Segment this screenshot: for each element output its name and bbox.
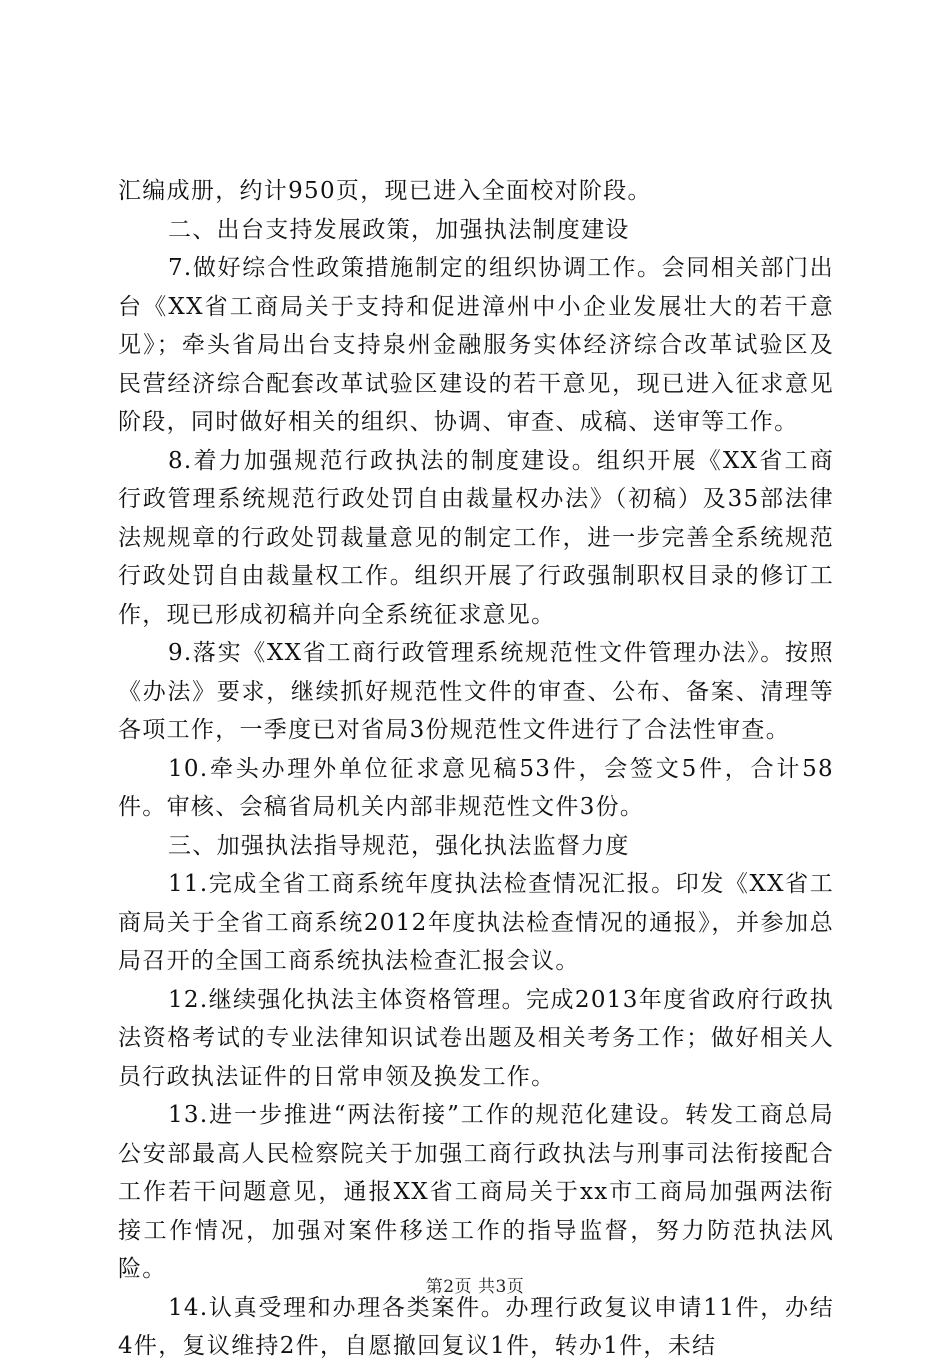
- paragraph-item-12: 12.继续强化执法主体资格管理。完成2013年度省政府行政执法资格考试的专业法律知识试卷出题及相关考务工作；做好相关人员行政执法证件的日常申领及换发工作。: [118, 986, 834, 1090]
- section-heading-2: 二、出台支持发展政策，加强执法制度建设: [168, 216, 630, 243]
- paragraph-item-7: 7.做好综合性政策措施制定的组织协调工作。会同相关部门出台《XX省工商局关于支持和促进漳州中小企业发展壮大的若干意见》；牵头省局出台支持泉州金融服务实体经济综合改革试验区及民营经济综合配套改革试验区建设的若干意见，现已进入征求意见阶段，同时做好相关的组织、协调、审查、成稿、送审等工作。: [118, 255, 834, 435]
- paragraph-item-13: 13.进一步推进“两法衔接”工作的规范化建设。转发工商总局公安部最高人民检察院关于加强工商行政执法与刑事司法衔接配合工作若干问题意见，通报XX省工商局关于xx市工商局加强两法衔接工作情况，加强对案件移送工作的指导监督，努力防范执法风险。: [118, 1102, 834, 1282]
- paragraph-item-8: 8.着力加强规范行政执法的制度建设。组织开展《XX省工商行政管理系统规范行政处罚自由裁量权办法》（初稿）及35部法律法规规章的行政处罚裁量意见的制定工作，进一步完善全系统规范行政处罚自由裁量权工作。组织开展了行政强制职权目录的修订工作，现已形成初稿并向全系统征求意见。: [118, 447, 834, 628]
- paragraph-item-11: 11.完成全省工商系统年度执法检查情况汇报。印发《XX省工商局关于全省工商系统2012年度执法检查情况的通报》，并参加总局召开的全国工商系统执法检查汇报会议。: [118, 871, 834, 974]
- paragraph-item-10: 10.牵头办理外单位征求意见稿53件，会签文5件，合计58件。审核、会稿省局机关内部非规范性文件3份。: [118, 755, 834, 820]
- paragraph-item-14: 14.认真受理和办理各类案件。办理行政复议申请11件，办结4件，复议维持2件，自愿撤回复议1件，转办1件，未结: [118, 1294, 834, 1359]
- paragraph-item-9: 9.落实《XX省工商行政管理系统规范性文件管理办法》。按照《办法》要求，继续抓好规范性文件的审查、公布、备案、清理等各项工作，一季度已对省局3份规范性文件进行了合法性审查。: [118, 640, 834, 743]
- page-number-footer: 第2页 共3页: [425, 1277, 525, 1297]
- paragraph-continuation: 汇编成册，约计950页，现已进入全面校对阶段。: [118, 178, 652, 204]
- document-body: [118, 172, 834, 1366]
- section-heading-3: 三、加强执法指导规范，强化执法监督力度: [168, 832, 630, 859]
